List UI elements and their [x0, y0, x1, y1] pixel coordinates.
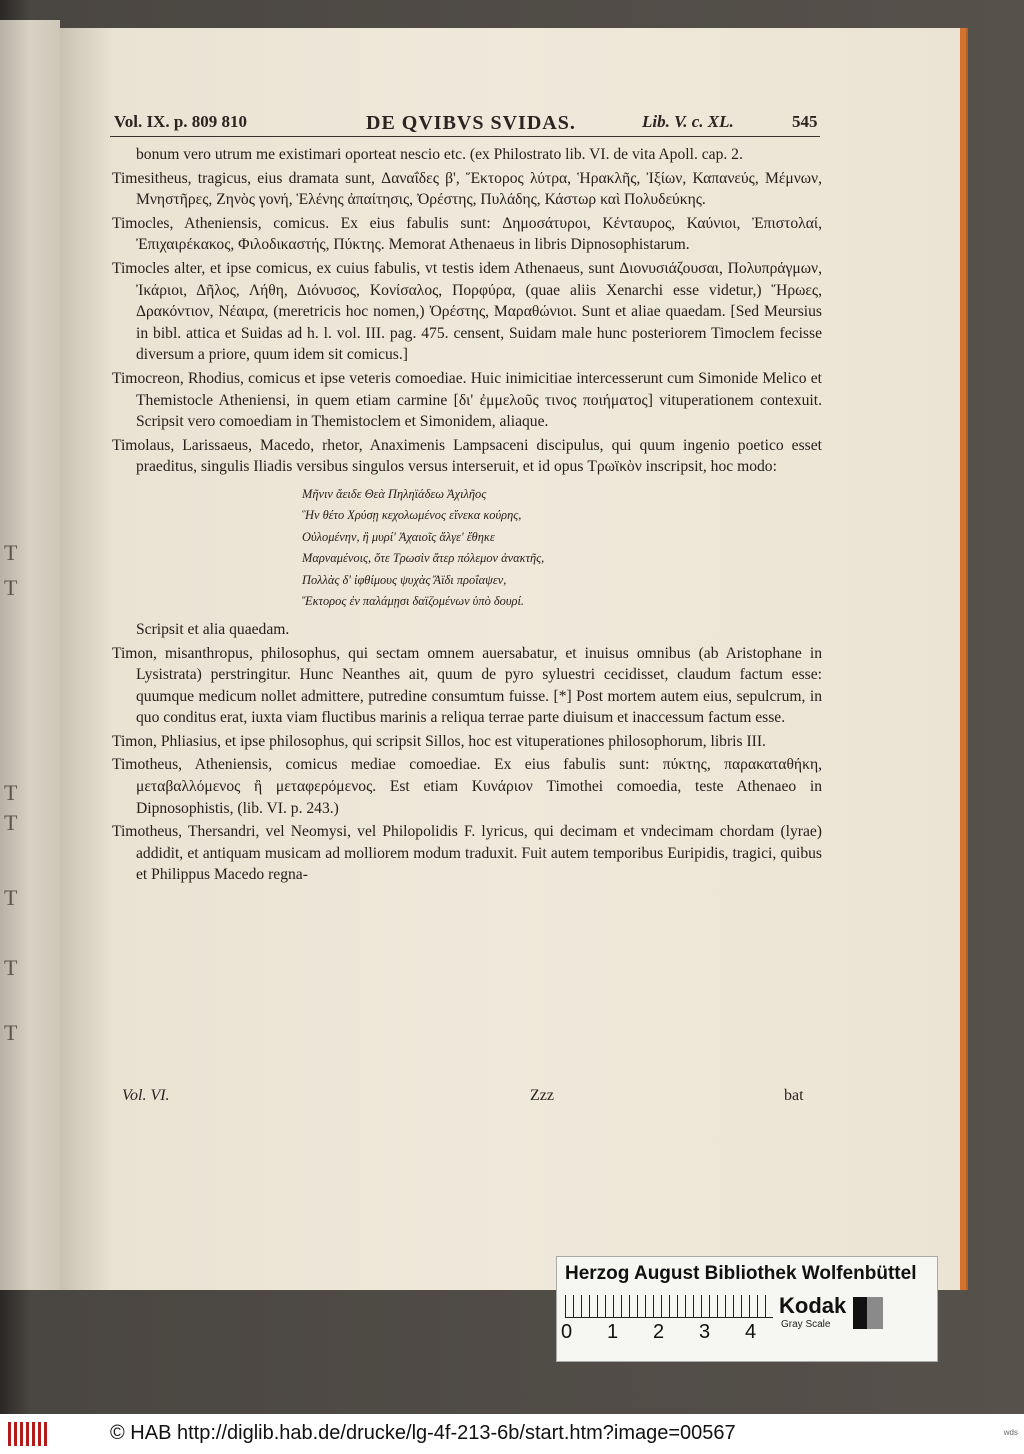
page-number: 545: [792, 112, 818, 131]
entry-paragraph: Timon, Phliasius, et ipse philosophus, qui scripsit Sillos, hoc est vituperationes philosophorum, libris III.: [112, 732, 766, 750]
verse-line: Μῆνιν ἄειδε Θεὰ Πηληϊάδεω Ἀχιλῆος: [302, 486, 487, 501]
entry-paragraph: Timocles alter, et ipse comicus, ex cuius fabulis, vt testis idem Athenaeus, sunt Διονυσιάζουσαι, Πολυπράγμων, Ἰκάριοι, Δῆλος, Λήθη, Διόνυσος, Κονίσαλος, Πορφύρα, (quae aliis Xenarchi esse videtur,) Ἥρωες, Δρακόντιον, Νέαιρα, (meretricis hoc nomen,) Ὀρέστης, Μαραθώνιοι. Sunt et aliae quaedam. [Sed Meursius in bibl. attica et Suidas ad h. l. vol. III. pag. 475. censent, Suidam male hunc posteriorem Timoclem fecisse diversum a priore, quum idem sit comicus.]: [112, 259, 822, 364]
entry-paragraph: Timon, misanthropus, philosophus, qui sectam omnem auersabatur, et inuisus omnibus (ab Aristophane in Lysistrata) perstringitur. Hunc Neanthes ait, quum de pyro syluestri cecidisset, claudum factum esse: quumque medicum nollet admittere, putredine consumtum fuisse. [*] Post mortem autem eius, sepulcrum, in quo conditus erat, iuxta viam fluctibus marinis a reliqua terrae parte diuisum et inaccessum factum esse.: [112, 644, 822, 727]
gray-patch: [867, 1297, 883, 1329]
header-rule: [110, 136, 820, 137]
header-volume-ref: Vol. IX. p. 809 810: [114, 112, 248, 131]
corner-mark: wds: [1003, 1428, 1018, 1437]
kodak-logo: Kodak: [779, 1293, 847, 1318]
gray-patch: [853, 1297, 867, 1329]
verse-line: Μαρναμένοις, ὅτε Τρωσὶν ἄτερ πόλεμον ἀνακτῆς,: [302, 551, 545, 566]
ruler-number: 3: [699, 1321, 711, 1343]
entry-paragraph: Timesitheus, tragicus, eius dramata sunt, Δαναΐδες β', Ἕκτορος λύτρα, Ἡρακλῆς, Ἰξίων, Καπανεύς, Μέμνων, Μνηστῆρες, Ζηνὸς γονή, Ἑλένης ἀπαίτησις, Ὀρέστης, Πυλάδης, Κάστωρ καὶ Πολυδεύκης.: [112, 169, 822, 209]
header-title: DE QVIBVS SVIDAS.: [366, 112, 576, 134]
entry-paragraph: Timotheus, Thersandri, vel Neomysi, vel Philopolidis F. lyricus, qui decimam et vndecimam chordam (lyrae) addidit, et antiquam musicam ad molliorem modum traduxit. Fuit autem temporibus Euripidis, tragici, quibus et Philippus Macedo regna-: [112, 823, 822, 884]
entries-list-continued: [112, 619, 822, 886]
verse-line: Ἕκτορος ἐν παλάμῃσι δαϊζομένων ὑπὸ δουρί.: [302, 594, 524, 609]
verse-line: Οὐλομένην, ἣ μυρί' Ἀχαιοῖς ἄλγε' ἔθηκε: [302, 529, 495, 544]
footer-catchword: bat: [784, 1087, 804, 1104]
entry-paragraph: Timotheus, Atheniensis, comicus mediae comoediae. Ex eius fabulis sunt: πύκτης, παρακαταθήκη, μεταβαλλόμενος ἢ μεταφερόμενος. Est etiam Κυνάριον Timothei comoedia, teste Athenaeo in Dipnosophistis, (lib. VI. p. 243.): [112, 756, 822, 817]
entry-paragraph: Timocreon, Rhodius, comicus et ipse veteris comoediae. Huic inimicitiae intercesserunt cum Simonide Melico et Themistocle Atheniensi, in quem etiam carmine [δι' ἐμμελοῦς τινος ποιήματος] vituperationem contexuit. Scripsit vero comoediam in Themistoclem et Simonidem, aliaque.: [112, 369, 822, 431]
copyright-text: © HAB http://diglib.hab.de/drucke/lg-4f-213-6b/start.htm?image=00567: [110, 1422, 736, 1444]
left-page-edge: T T T T T T T: [0, 20, 60, 1290]
verse-quotation: [302, 484, 822, 613]
color-target-card: [556, 1256, 938, 1362]
footer-volume: Vol. VI.: [122, 1087, 170, 1104]
entry-paragraph: Timocles, Atheniensis, comicus. Ex eius fabulis sunt: Δημοσάτυροι, Κένταυρος, Καύνιοι, Ἐπιστολαί, Ἐπιχαιρέκακος, Φιλοδικαστής, Πύκτης. Memorat Athenaeus in libris Dipnosophistarum.: [112, 214, 822, 254]
gray-scale-label: Gray Scale: [781, 1319, 831, 1330]
footer-signature: Zzz: [530, 1087, 554, 1104]
ruler-number: 1: [607, 1321, 619, 1343]
scale-ruler: [565, 1295, 773, 1318]
verse-line: Ἣν θέτο Χρύσῃ κεχολωμένος εἵνεκα κούρης,: [302, 508, 522, 523]
copyright-bar: [0, 1414, 1024, 1454]
page-body: [112, 144, 822, 888]
entry-paragraph: Timolaus, Larissaeus, Macedo, rhetor, Anaximenis Lampsaceni discipulus, qui quum ingenio poetico esset praeditus, singulis Iliadis versibus singulos versus interseruit, et id opus Τρωϊκὸν inscripsit, hoc modo:: [112, 436, 822, 476]
library-name: Herzog August Bibliothek Wolfenbüttel: [565, 1263, 917, 1284]
ruler-number: 2: [653, 1321, 665, 1343]
hab-logo-icon: [8, 1422, 48, 1446]
entry-paragraph: Scripsit et alia quaedam.: [136, 620, 290, 638]
entries-list: [112, 144, 822, 478]
ruler-number: 0: [561, 1321, 573, 1343]
header-book-chapter: Lib. V. c. XL.: [642, 112, 734, 131]
ruler-number: 4: [745, 1321, 757, 1343]
verse-line: Πολλὰς δ' ἰφθίμους ψυχὰς Ἄϊδι προΐαψεν,: [302, 572, 507, 587]
entry-paragraph: bonum vero utrum me existimari oporteat nescio etc. (ex Philostrato lib. VI. de vita Apoll. cap. 2.: [136, 146, 743, 163]
